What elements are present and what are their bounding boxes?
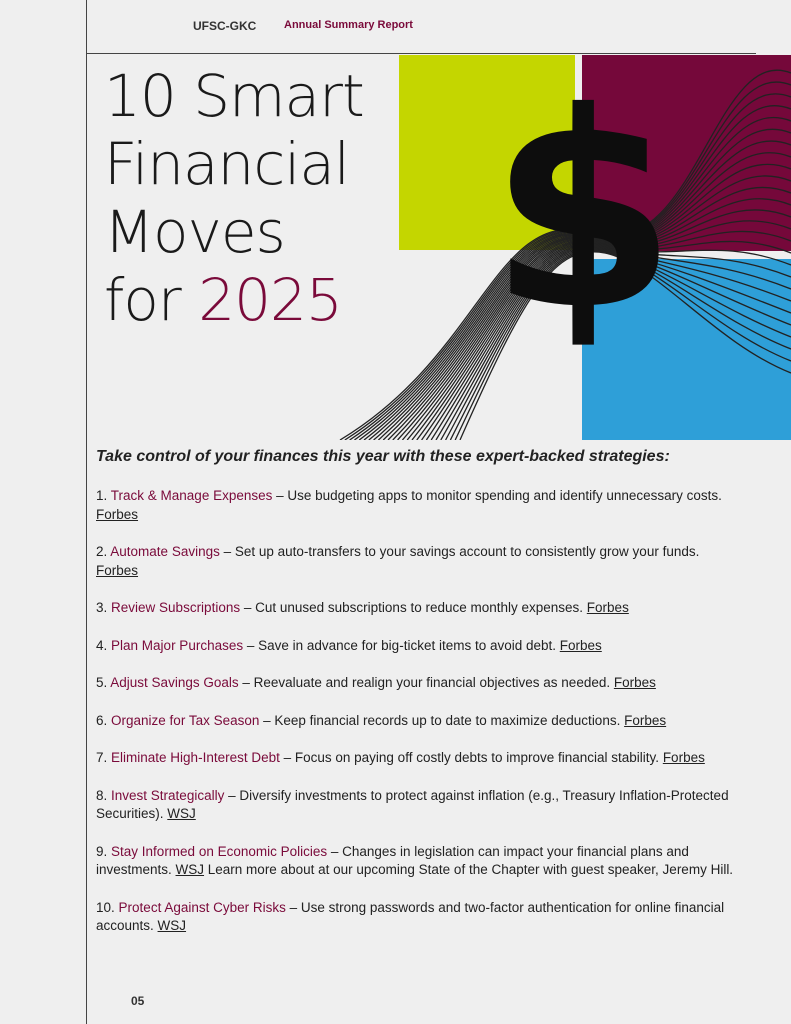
title-for: for bbox=[104, 266, 181, 334]
item-description: – Reevaluate and realign your financial objectives as needed. bbox=[238, 675, 614, 690]
org-name: UFSC-GKC bbox=[193, 19, 257, 33]
item-number: 6. bbox=[96, 712, 108, 728]
intro-text: Take control of your finances this year with these expert-backed strategies: bbox=[96, 448, 670, 465]
left-rule bbox=[86, 0, 87, 1024]
list-item bbox=[96, 899, 736, 936]
item-description: – Use strong passwords and two-factor authentication for online financial accounts. bbox=[96, 899, 725, 933]
item-description: – Diversify investments to protect against inflation (e.g., Treasury Inflation-Protected Securities). bbox=[96, 787, 729, 821]
title-year: 2025 bbox=[198, 266, 342, 334]
item-number: 4. bbox=[96, 637, 108, 653]
page-number: 05 bbox=[131, 994, 145, 1008]
source-link[interactable]: Forbes bbox=[96, 562, 139, 578]
list-item bbox=[96, 599, 736, 618]
item-title: Organize for Tax Season bbox=[111, 712, 260, 728]
source-link[interactable]: WSJ bbox=[175, 862, 205, 877]
item-description: – Save in advance for big-ticket items to avoid debt. bbox=[243, 637, 560, 653]
dollar-artwork bbox=[335, 53, 791, 440]
list-item bbox=[96, 543, 736, 580]
item-description: – Keep financial records up to date to maximize deductions. bbox=[259, 712, 625, 728]
title-line-2: Financial bbox=[104, 130, 349, 198]
item-description: – Use budgeting apps to monitor spending and identify unnecessary costs. bbox=[272, 488, 722, 503]
item-description: – Cut unused subscriptions to reduce monthly expenses. bbox=[240, 600, 587, 615]
list-item bbox=[96, 487, 736, 524]
report-name: Annual Summary Report bbox=[284, 19, 413, 31]
item-number: 2. bbox=[96, 544, 108, 559]
item-title: Invest Strategically bbox=[111, 787, 225, 803]
title-line-3: Moves bbox=[104, 198, 285, 266]
item-title: Stay Informed on Economic Policies bbox=[111, 843, 328, 859]
source-link[interactable]: Forbes bbox=[586, 600, 629, 615]
list-item bbox=[96, 712, 736, 731]
list-item bbox=[96, 637, 736, 656]
item-description: – Changes in legislation can impact your financial plans and investments. bbox=[96, 843, 689, 877]
title-line-4 bbox=[104, 266, 364, 334]
moves-list bbox=[96, 487, 736, 936]
item-title: Track & Manage Expenses bbox=[110, 488, 273, 503]
source-link[interactable]: Forbes bbox=[559, 637, 602, 653]
item-title: Eliminate High-Interest Debt bbox=[111, 750, 280, 765]
item-title: Adjust Savings Goals bbox=[110, 675, 239, 690]
source-link[interactable]: WSJ bbox=[157, 918, 187, 933]
dollar-icon: $ bbox=[489, 54, 677, 369]
item-title: Review Subscriptions bbox=[111, 600, 241, 615]
item-title: Plan Major Purchases bbox=[111, 637, 244, 653]
item-number: 9. bbox=[96, 843, 108, 859]
item-number: 3. bbox=[96, 600, 108, 615]
item-number: 8. bbox=[96, 787, 108, 803]
list-item bbox=[96, 749, 736, 768]
list-item bbox=[96, 787, 736, 824]
source-link[interactable]: WSJ bbox=[167, 806, 196, 821]
source-link[interactable]: Forbes bbox=[613, 675, 656, 690]
item-number: 1. bbox=[96, 488, 108, 503]
item-number: 5. bbox=[96, 675, 108, 690]
item-number: 7. bbox=[96, 750, 108, 765]
title-line-1: 10 Smart bbox=[104, 62, 364, 130]
list-item bbox=[96, 843, 736, 880]
item-title: Automate Savings bbox=[110, 544, 220, 559]
source-link[interactable]: Forbes bbox=[624, 712, 667, 728]
item-description: – Set up auto-transfers to your savings account to consistently grow your funds. bbox=[219, 544, 700, 559]
list-item bbox=[96, 674, 736, 693]
item-number: 10. bbox=[96, 899, 115, 915]
item-description: – Focus on paying off costly debts to improve financial stability. bbox=[279, 750, 663, 765]
item-note: Learn more about at our upcoming State of the Chapter with guest speaker, Jeremy Hill. bbox=[204, 862, 734, 877]
page-title bbox=[104, 62, 364, 334]
source-link[interactable]: Forbes bbox=[662, 750, 705, 765]
item-title: Protect Against Cyber Risks bbox=[118, 899, 286, 915]
source-link[interactable]: Forbes bbox=[96, 506, 139, 522]
